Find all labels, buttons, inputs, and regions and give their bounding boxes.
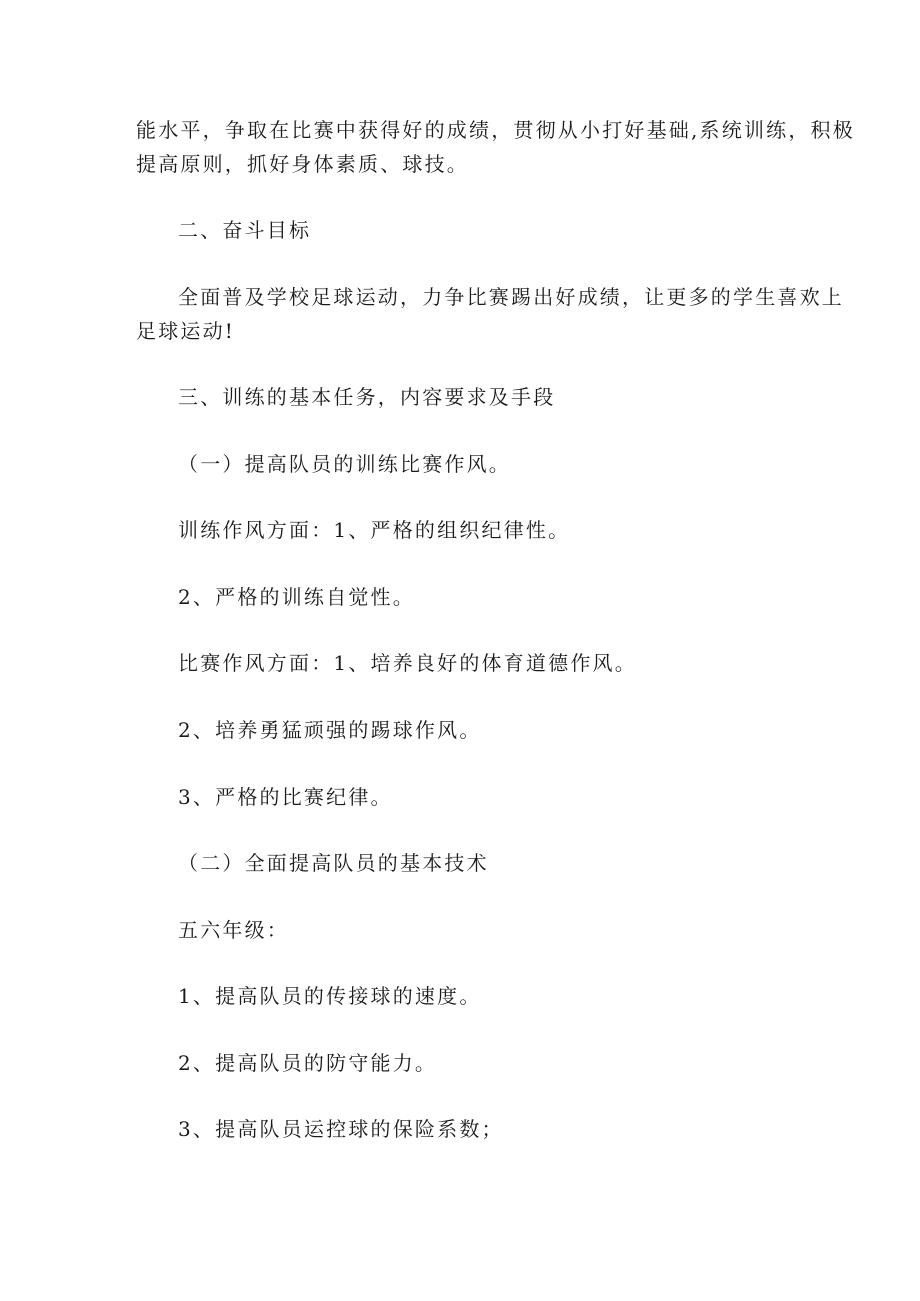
list-item: 训练作风方面：1、严格的组织纪律性。 (178, 518, 571, 542)
list-item: 2、提高队员的防守能力。 (178, 1051, 438, 1075)
list-item: 2、培养勇猛顽强的踢球作风。 (178, 718, 482, 742)
paragraph-line: 能水平，争取在比赛中获得好的成绩，贯彻从小打好基础,系统训练，积极 (136, 118, 855, 142)
list-item: 3、严格的比赛纪律。 (178, 785, 393, 809)
paragraph-line: 提高原则，抓好身体素质、球技。 (136, 152, 469, 176)
list-item: 3、提高队员运控球的保险系数； (178, 1117, 504, 1141)
list-item: 1、提高队员的传接球的速度。 (178, 984, 482, 1008)
section-heading: 二、奋斗目标 (178, 218, 312, 242)
subsection-heading: （二）全面提高队员的基本技术 (178, 851, 489, 875)
section-heading: 三、训练的基本任务，内容要求及手段 (178, 385, 556, 409)
list-item: 比赛作风方面：1、培养良好的体育道德作风。 (178, 651, 637, 675)
paragraph-line: 全面普及学校足球运动，力争比赛踢出好成绩，让更多的学生喜欢上 (178, 285, 844, 309)
grade-label: 五六年级： (178, 918, 289, 942)
list-item: 2、严格的训练自觉性。 (178, 585, 415, 609)
paragraph-line: 足球运动! (136, 319, 236, 343)
subsection-heading: （一）提高队员的训练比赛作风。 (178, 452, 511, 476)
